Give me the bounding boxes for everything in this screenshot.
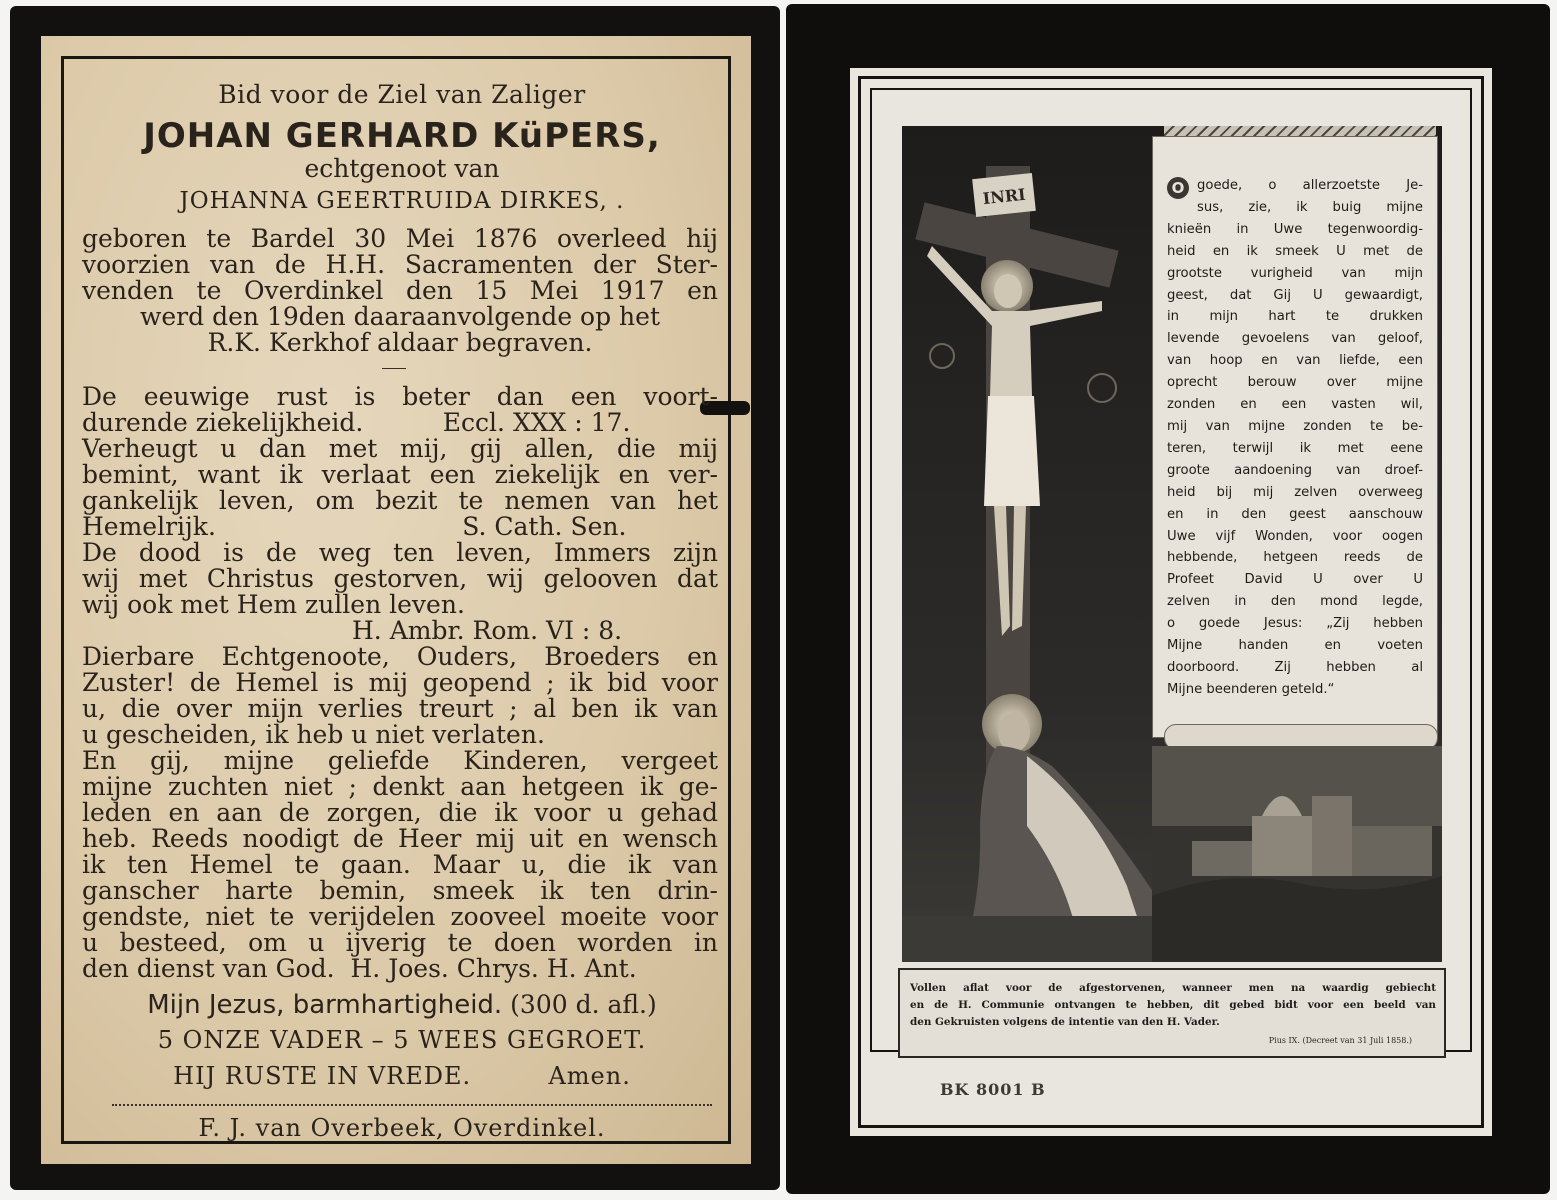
quote-line: Verheugt u dan met mij, gij allen, die mij — [82, 434, 718, 463]
quote-line: De dood is de weg ten leven, Immers zijn — [82, 538, 718, 567]
quote-line: den dienst van God. H. Joes. Chrys. H. Ant. — [82, 954, 637, 983]
loincloth — [984, 396, 1040, 506]
prayer-line: zelven in den mond legde, — [1167, 594, 1423, 610]
bio-line: geboren te Bardel 30 Mei 1876 overleed hij — [82, 224, 718, 253]
scroll-prayer — [1167, 175, 1423, 701]
ejaculatory-prayer — [82, 990, 722, 1020]
quote-line: Zuster! de Hemel is mij geopend ; ik bid voor — [82, 668, 718, 697]
quote-line: ganscher harte bemin, smeek ik ten drin- — [82, 876, 718, 905]
spouse-label: echtgenoot van — [304, 154, 500, 183]
prayer-line: levende gevoelens van geloof, — [1167, 331, 1423, 347]
quote-line: bemint, want ik verlaat een ziekelijk en ver- — [82, 460, 718, 489]
prayer-line: hebbende, hetgeen reeds de — [1167, 550, 1423, 566]
bio-line: voorzien van de H.H. Sacramenten der Ster- — [82, 250, 718, 279]
memorial-card-back — [786, 4, 1550, 1194]
prayer-line: Profeet David U over U — [1167, 572, 1423, 588]
separator — [382, 368, 406, 369]
quote-line: gankelijk leven, om bezit te nemen van het — [82, 486, 718, 515]
quote-line: mijne zuchten niet ; denkt aan hetgeen ik ge- — [82, 772, 718, 801]
quote-line: u besteed, om u ijverig te doen worden in — [82, 928, 718, 957]
crucifix-image — [902, 126, 1152, 962]
prayer-line: goede, o allerzoetste Je- — [1197, 178, 1423, 193]
prayer-scroll — [1152, 136, 1438, 738]
christ-head — [994, 274, 1022, 308]
indulgence-source: Pius IX. (Decreet van 31 Juli 1858.) — [1268, 1036, 1412, 1045]
hills — [1152, 876, 1442, 962]
quote-line: De eeuwige rust is beter dan een voort- — [82, 382, 718, 411]
prayer-line: heid en ik smeek U met de — [1167, 243, 1423, 259]
spouse-name: JOHANNA GEERTRUIDA DIRKES, . — [179, 188, 625, 214]
bio-line: R.K. Kerkhof aldaar begraven. — [207, 328, 593, 357]
wall — [1352, 826, 1432, 876]
prayer-count: 5 ONZE VADER – 5 WEES GEGROET. — [157, 1026, 647, 1054]
tower — [1312, 796, 1352, 876]
amen-text: Amen. — [548, 1062, 631, 1090]
scripture-quotes — [82, 384, 718, 982]
ground — [902, 916, 1152, 962]
memorial-card-front — [10, 6, 780, 1190]
quote-line: ik ten Hemel te gaan. Maar u, die ik van — [82, 850, 718, 879]
prayer-line: Mijne beenderen geteld.“ — [1167, 681, 1335, 697]
prayer-line: geest, dat Gij U gewaardigt, — [1167, 287, 1423, 303]
prayer-line: mij van mijne zonden te be- — [1167, 418, 1423, 434]
quote-line: wij met Christus gestorven, wij gelooven dat — [82, 564, 718, 593]
prayer-line: doorboord. Zij hebben al — [1167, 659, 1423, 675]
prayer-line: Mijne handen en voeten — [1167, 638, 1423, 654]
prayer-indulgence: (300 d. afl.) — [510, 990, 657, 1019]
prayer-line: groote aandoening van droef- — [1167, 462, 1423, 478]
quote-line: leden en aan de zorgen, die ik voor u gehad — [82, 798, 718, 827]
intro-line: Bid voor de Ziel van Zaliger — [218, 80, 586, 109]
indulgence-line: en de H. Communie ontvangen te hebben, dit gebed bidt voor een beeld van — [910, 999, 1436, 1011]
quote-line: wij ook met Hem zullen leven. — [82, 590, 465, 619]
quote-line: Dierbare Echtgenoote, Ouders, Broeders en — [82, 642, 718, 671]
catalog-number: BK 8001 B — [940, 1080, 1046, 1099]
quote-line: durende ziekelijkheid. Eccl. XXX : 17. — [82, 408, 631, 437]
indulgence-text — [910, 980, 1436, 1031]
quote-line: heb. Reeds noodigt de Heer mij uit en wensch — [82, 824, 718, 853]
bio-line: werd den 19den daaraanvolgende op het — [139, 302, 661, 331]
prayer-line: knieën in Uwe tegenwoordig- — [1167, 221, 1423, 237]
prayer-line: heid bij mij zelven overweeg — [1167, 484, 1423, 500]
indulgence-box — [898, 968, 1446, 1058]
quote-line: Hemelrijk. S. Cath. Sen. — [82, 512, 627, 541]
prayer-line: o goede Jesus: „Zij hebben — [1167, 616, 1423, 632]
crucifixion-illustration — [902, 126, 1442, 962]
quote-line: u, die over mijn verlies treurt ; al ben ik van — [82, 694, 718, 723]
quote-line: En gij, mijne geliefde Kinderen, vergeet — [82, 746, 718, 775]
inri-text: INRI — [981, 184, 1027, 209]
quote-line: u gescheiden, ik heb u niet verlaten. — [82, 720, 545, 749]
prayer-line: teren, terwijl ik met eene — [1167, 440, 1423, 456]
jerusalem-landscape — [1152, 746, 1442, 962]
prayer-text: Mijn Jezus, barmhartigheid. — [147, 990, 503, 1020]
biography — [82, 226, 718, 356]
prayer-line: Uwe vijf Wonden, voor oogen — [1167, 528, 1423, 544]
prayer-line: en in den geest aanschouw — [1167, 506, 1423, 522]
quote-line: gendste, niet te verijdelen zooveel moeite voor — [82, 902, 718, 931]
building — [1252, 816, 1312, 876]
dotted-divider — [112, 1104, 712, 1106]
decorative-roundel — [930, 344, 954, 368]
indulgence-line: Vollen aflat voor de afgestorvenen, wanneer men na waardig gebiecht — [910, 982, 1436, 994]
decorative-roundel — [1088, 374, 1116, 402]
rest-in-peace — [82, 1062, 722, 1090]
rust-text: HIJ RUSTE IN VREDE. — [173, 1062, 472, 1090]
wall — [1192, 841, 1252, 876]
prayer-line: zonden en een vasten wil, — [1167, 397, 1423, 413]
indulgence-line: den Gekruisten volgens de intentie van den H. Vader. — [910, 1016, 1220, 1028]
prayer-line: in mijn hart te drukken — [1167, 309, 1423, 325]
mary-head — [998, 712, 1030, 752]
quote-line: H. Ambr. Rom. VI : 8. — [352, 616, 623, 645]
prayer-line: grootste vurigheid van mijn — [1167, 265, 1423, 281]
prayer-line: oprecht berouw over mijne — [1167, 375, 1423, 391]
prayer-line: sus, zie, ik buig mijne — [1197, 199, 1423, 215]
bio-line: venden te Overdinkel den 15 Mei 1917 en — [82, 276, 718, 305]
deceased-name: JOHAN GERHARD KüPERS, — [143, 116, 661, 156]
printer-credit: F. J. van Overbeek, Overdinkel. — [198, 1114, 606, 1142]
drop-cap: O — [1167, 177, 1189, 199]
prayer-line: van hoop en van liefde, een — [1167, 353, 1423, 369]
